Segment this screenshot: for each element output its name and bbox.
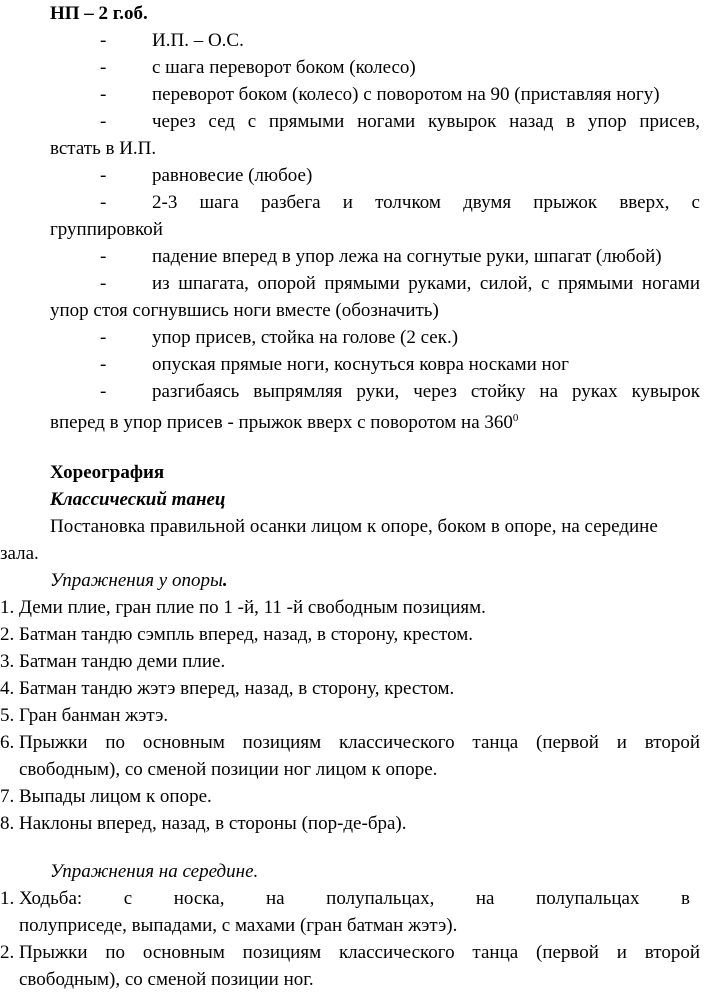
exercise-marker: - [100,192,107,213]
exercise-text: падение вперед в упор лежа на согнутые руки, шпагат (любой) [152,246,662,267]
exercise-text-continued: группировкой [50,219,163,240]
exercise-marker: - [100,30,107,51]
exercise-text-continued: встать в И.П. [50,138,157,159]
item-text-continued: свободным), со сменой позиции ног лицом к опоре. [19,759,438,780]
barre-heading-text [50,567,228,594]
exercise-marker: - [100,273,107,294]
exercise-text-main: вперед в упор присев - прыжок вверх с поворотом на 360 [50,412,513,433]
item-text: Прыжки по основным позициям классического танца (первой и второй [19,942,700,963]
item-number: 2. [0,624,15,645]
exercise-marker: - [100,165,107,186]
exercise-text-continued [50,405,518,436]
item-text: Деми плие, гран плие по 1 -й, 11 -й свободным позициям. [19,597,486,618]
degree-superscript: 0 [512,412,519,424]
item-number: 7. [0,786,15,807]
item-number: 6. [0,732,15,753]
item-number: 4. [0,678,15,699]
exercise-text: опуская прямые ноги, коснуться ковра носками ног [152,354,569,375]
exercise-marker: - [100,84,107,105]
item-text: Наклоны вперед, назад, в стороны (пор-де-бра). [19,813,407,834]
barre-heading-label: Упражнения у опоры [50,570,223,591]
section-title: Хореография [50,462,165,483]
heading: НП – 2 г.об. [50,3,148,24]
item-text-continued: полуприседе, выпадами, с махами (гран батман жэтэ). [19,915,458,936]
item-number: 1. [0,888,15,909]
item-number: 5. [0,705,15,726]
exercise-marker: - [100,57,107,78]
center-heading: Упражнения на середине. [50,861,259,882]
item-text: Прыжки по основным позициям классического танца (первой и второй [19,732,700,753]
exercise-text: через сед с прямыми ногами кувырок назад в упор присев, [152,111,700,132]
item-text: Батман тандю жэтэ вперед, назад, в сторону, крестом. [19,678,455,699]
exercise-text: с шага переворот боком (колесо) [152,57,416,78]
item-number: 3. [0,651,15,672]
exercise-text: из шпагата, опорой прямыми руками, силой, с прямыми ногами [152,273,700,294]
barre-heading-dot: . [222,570,228,591]
exercise-text: 2-3 шага разбега и толчком двумя прыжок вверх, с [152,192,700,213]
item-text: Батман тандю деми плие. [19,651,226,672]
item-number: 1. [0,597,15,618]
exercise-marker: - [100,381,107,402]
item-number: 8. [0,813,15,834]
subsection-title: Классический танец [50,489,226,510]
item-text-continued: свободным), со сменой позиции ног. [19,969,314,990]
exercise-text: И.П. – О.С. [152,30,244,51]
item-text: Батман тандю сэмпль вперед, назад, в сторону, крестом. [19,624,474,645]
intro-text-continued: зала. [0,543,39,564]
exercise-marker: - [100,354,107,375]
exercise-text: упор присев, стойка на голове (2 сек.) [152,327,459,348]
intro-text: Постановка правильной осанки лицом к опоре, боком в опоре, на середине [50,516,658,537]
exercise-text: равновесие (любое) [152,165,313,186]
item-text: Ходьба: с носка, на полупальцах, на полупальцах в [19,888,690,909]
exercise-marker: - [100,246,107,267]
exercise-text-continued: упор стоя согнувшись ноги вместе (обозначить) [50,300,439,321]
exercise-marker: - [100,111,107,132]
item-number: 2. [0,942,15,963]
exercise-text: переворот боком (колесо) с поворотом на 90 (приставляя ногу) [152,84,660,105]
item-text: Выпады лицом к опоре. [19,786,212,807]
exercise-marker: - [100,327,107,348]
exercise-text: разгибаясь выпрямляя руки, через стойку на руках кувырок [152,381,700,402]
item-text: Гран банман жэтэ. [19,705,169,726]
